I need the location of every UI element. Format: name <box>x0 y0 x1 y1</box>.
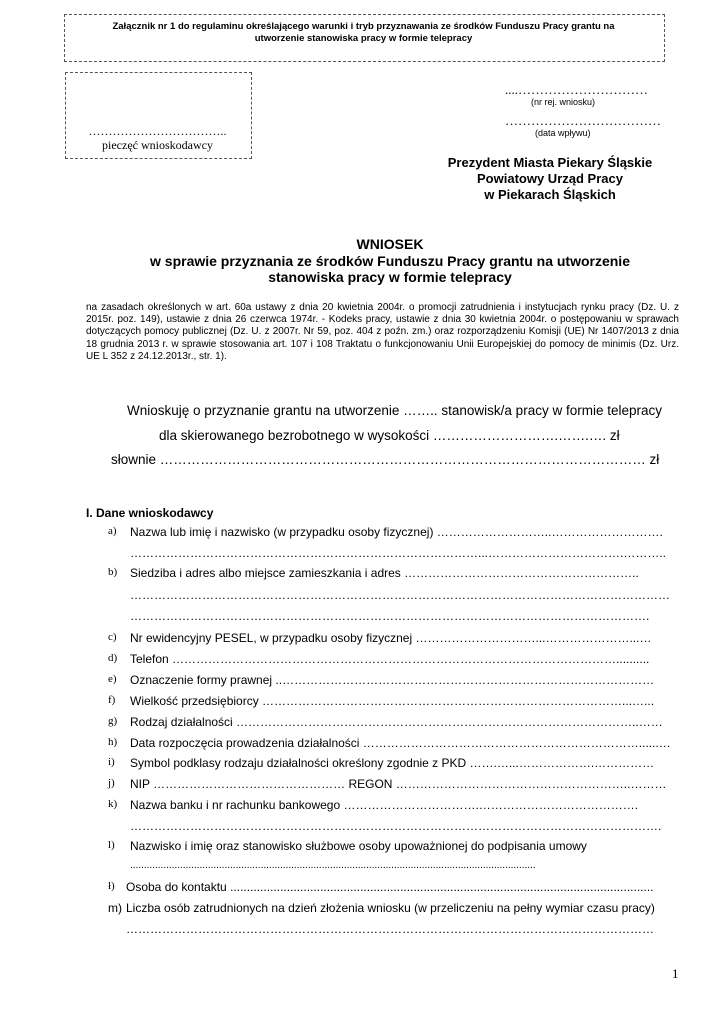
document-title: WNIOSEK <box>356 236 424 252</box>
field-label: Osoba do kontaktu ............................................................................................................................... <box>126 880 654 894</box>
field-label: Wielkość przedsiębiorcy ………………………………………………………………………………...…... <box>130 694 655 708</box>
field-a-continuation: ……………………………………………………………………………...…………………………….……….. <box>130 546 667 560</box>
field-g <box>0 715 724 735</box>
header-text <box>64 21 663 45</box>
stamp-label: pieczęć wnioskodawcy <box>102 138 213 152</box>
field-label: Rodzaj działalności ………………………………………………………………………………………..…… <box>130 715 663 729</box>
header-line-2: utworzenie stanowiska pracy w formie telepracy <box>254 33 473 44</box>
section-title: I. Dane wnioskodawcy <box>86 506 214 520</box>
field-b-continuation-2: …………………………………………………………………………………………………………………. <box>130 609 650 623</box>
field-k-continuation: ……………………………………………………………………………………………………………………. <box>130 819 662 833</box>
request-line-1: Wnioskuję o przyznanie grantu na utworzenie …….. stanowisk/a pracy w formie telepracy <box>127 403 662 418</box>
field-label: Symbol podklasy rodzaju działalności określony zgodnie z PKD …….…...……………….…………… <box>130 756 655 770</box>
field-label: Data rozpoczęcia prowadzenia działalności ……………………………………………………………......… <box>130 736 671 750</box>
receipt-date-field: ……………………………… <box>505 113 661 128</box>
request-line-3: słownie ……………………………………………………………………………………………… zł <box>111 452 660 467</box>
field-l-continuation: .................................................................................................................................................. <box>130 860 536 871</box>
field-b-continuation-1: ……………………………………………………………………………………………………………………… <box>130 588 670 602</box>
registry-number-label: (nr rej. wniosku) <box>531 97 596 107</box>
field-letter: e) <box>108 673 117 685</box>
field-b <box>0 566 724 586</box>
request-line-2: dla skierowanego bezrobotnego w wysokości ……………………….…….…. zł <box>159 428 620 443</box>
field-letter: l) <box>108 839 115 851</box>
field-l-stroke <box>0 880 724 900</box>
field-label: Oznaczenie formy prawnej ..………………………………………………………………………………… <box>130 673 655 687</box>
field-label: Nazwa lub imię i nazwisko (w przypadku osoby fizycznej) ………………………..………………………. <box>130 525 663 539</box>
field-letter: g) <box>108 715 118 727</box>
field-m-continuation: …………………………………………………………………………………………………………………… <box>126 922 654 936</box>
field-label: Telefon ………………………………………………………………………………………………….......... <box>130 652 650 666</box>
field-label: Liczba osób zatrudnionych na dzień złożenia wniosku (w przeliczeniu na pełny wymiar czasu pracy) <box>126 901 655 915</box>
field-letter: a) <box>108 525 117 537</box>
field-letter: k) <box>108 798 118 810</box>
field-m <box>0 901 724 921</box>
registry-number-field: ....………………………… <box>505 82 648 97</box>
page-number: 1 <box>672 966 679 981</box>
field-l <box>0 839 724 859</box>
document-subtitle-2: stanowiska pracy w formie telepracy <box>268 269 512 285</box>
addressee-line-3: w Piekarach Śląskich <box>484 187 616 202</box>
field-d <box>0 652 724 672</box>
header-line-1: Załącznik nr 1 do regulaminu określającego warunki i tryb przyznawania ze środków Funduszu Pracy grantu na <box>112 21 615 32</box>
field-a <box>0 525 724 545</box>
field-e <box>0 673 724 693</box>
field-label: NIP ………………………………………… REGON …………………………………………………..……… <box>130 777 667 791</box>
field-h <box>0 736 724 756</box>
addressee-line-1: Prezydent Miasta Piekary Śląskie <box>447 155 653 170</box>
field-i <box>0 756 724 776</box>
field-label: Siedziba i adres albo miejsce zamieszkania i adres ………………………………………………….. <box>130 566 639 580</box>
addressee-line-2: Powiatowy Urząd Pracy <box>477 171 623 186</box>
field-k <box>0 798 724 818</box>
field-letter: c) <box>108 631 117 643</box>
field-j <box>0 777 724 797</box>
field-letter: j) <box>108 777 115 789</box>
field-label: Nazwisko i imię oraz stanowisko służbowe osoby upoważnionej do podpisania umowy <box>130 839 587 853</box>
field-label: Nazwa banku i nr rachunku bankowego …………………………….…………………………………. <box>130 798 639 812</box>
field-c <box>0 631 724 651</box>
field-letter: h) <box>108 736 118 748</box>
field-letter: b) <box>108 566 118 578</box>
stamp-dots: …………………………….. <box>88 124 227 138</box>
field-letter: f) <box>108 694 116 706</box>
document-subtitle-1: w sprawie przyznania ze środków Funduszu Pracy grantu na utworzenie <box>150 253 630 269</box>
field-f <box>0 694 724 714</box>
field-letter: m) <box>108 901 122 915</box>
field-label: Nr ewidencyjny PESEL, w przypadku osoby fizycznej …………………………...…………………...… <box>130 631 652 645</box>
field-letter: ł) <box>108 880 115 892</box>
field-letter: d) <box>108 652 118 664</box>
field-letter: i) <box>108 756 115 768</box>
legal-basis: na zasadach określonych w art. 60a ustawy z dnia 20 kwietnia 2004r. o promocji zatrudnienia i instytucjach rynku pracy (Dz. U. z 2015r. poz. 149), ustawie z dnia 26 czerwca 1974r. - Kodeks pracy, ustawie z dnia 30 kwietnia 2004r. o postępowaniu w sprawach dotyczących pomocy publicznej (Dz. U. z 2007r. Nr 59, poz. 404 z poźn. zm.) oraz rozporządzeniu Komisji (UE) Nr 1407/2013 z dnia 18 grudnia 2013 r. w sprawie stosowania art. 107 i 108 Traktatu o funkcjonowaniu Unii Europejskiej do pomocy de minimis (Dz. Urz. UE L 352 z 24.12.2013r., str. 1). <box>86 302 679 362</box>
receipt-date-label: (data wpływu) <box>535 128 591 138</box>
